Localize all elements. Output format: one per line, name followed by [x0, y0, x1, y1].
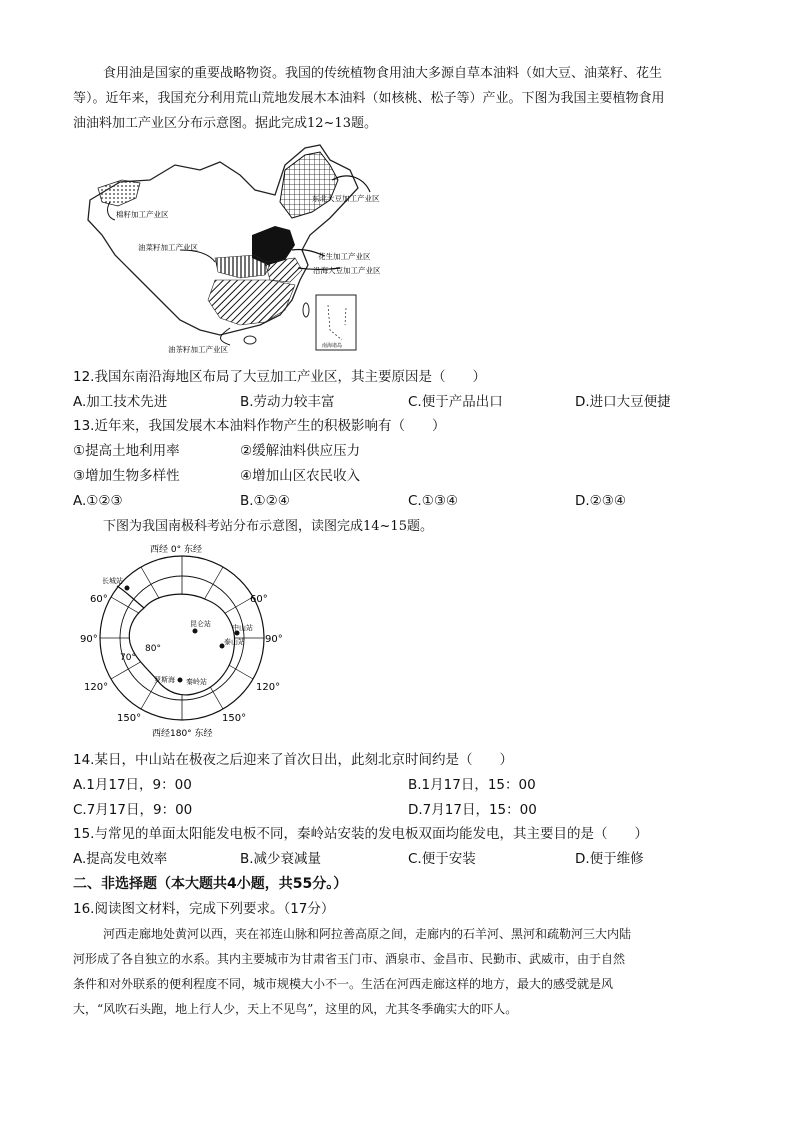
- q12-option-a[interactable]: A.加工技术先进: [73, 394, 168, 410]
- q14-option-d[interactable]: D.7月17日，15：00: [408, 802, 537, 818]
- q16-paragraph-line4: 大，“风吹石头跑，地上行人少，天上不见鸟”，这里的风，尤其冬季确实大的吓人。: [73, 1002, 518, 1016]
- q14-option-c[interactable]: C.7月17日，9：00: [73, 802, 193, 818]
- label-70: 70°: [120, 653, 136, 663]
- q12-stem: 12.我国东南沿海地区布局了大豆加工产业区，其主要原因是（ ）: [73, 369, 486, 385]
- camellia-region: [208, 280, 295, 325]
- label-camellia: 油茶籽加工产业区: [168, 345, 228, 354]
- label-120-left: 120°: [84, 682, 109, 693]
- label-zhongshan: 中山站: [232, 624, 253, 632]
- label-ross-sea: 罗斯海: [154, 676, 175, 684]
- label-rapeseed: 油菜籽加工产业区: [138, 243, 198, 252]
- label-top-meridian: 西经 0° 东经: [150, 545, 202, 555]
- label-taishan: 泰山站: [224, 638, 245, 646]
- q15-option-d[interactable]: D.便于维修: [575, 851, 644, 867]
- q15-option-a[interactable]: A.提高发电效率: [73, 851, 168, 867]
- q13-option-c[interactable]: C.①③④: [408, 493, 459, 509]
- intro-paragraph-line1: 食用油是国家的重要战略物资。我国的传统植物食用油大多源自草本油料（如大豆、油菜籽、花生: [103, 66, 663, 81]
- q14-option-b[interactable]: B.1月17日，15：00: [408, 777, 536, 793]
- q13-option-b[interactable]: B.①②④: [240, 493, 290, 509]
- q16-paragraph-line2: 河形成了各自独立的水系。其内主要城市为甘肃省玉门市、酒泉市、金昌市、民勤市、武威市，由于自然: [73, 952, 626, 966]
- label-120-right: 120°: [256, 682, 281, 693]
- intro-paragraph-line3: 油油料加工产业区分布示意图。据此完成12~13题。: [73, 116, 377, 131]
- label-150-left: 150°: [117, 713, 142, 724]
- qinling-station-dot: [178, 678, 182, 682]
- intro-paragraph-line2: 等）。近年来，我国充分利用荒山荒地发展木本油料（如核桃、松子等）产业。下图为我国主要植物食用: [73, 91, 665, 106]
- q13-option-a[interactable]: A.①②③: [73, 493, 123, 509]
- q16-stem: 16.阅读图文材料，完成下列要求。（17分）: [73, 901, 335, 917]
- q13-item-2: ②缓解油料供应压力: [240, 443, 361, 459]
- label-peanut: 花生加工产业区: [318, 252, 371, 261]
- label-inset: 南海诸岛: [322, 343, 343, 349]
- china-oil-processing-map: [80, 140, 390, 358]
- label-90-right: 90°: [265, 634, 283, 645]
- q12-option-b[interactable]: B.劳动力较丰富: [240, 394, 335, 410]
- q13-stem: 13.近年来，我国发展木本油料作物产生的积极影响有（ ）: [73, 418, 446, 434]
- label-80: 80°: [145, 644, 161, 654]
- label-qinling: 秦岭站: [186, 678, 207, 686]
- label-150-right: 150°: [222, 713, 247, 724]
- q16-paragraph-line1: 河西走廊地处黄河以西，夹在祁连山脉和阿拉善高原之间，走廊内的石羊河、黑河和疏勒河三大内陆: [103, 927, 632, 941]
- label-great-wall: 长城站: [102, 577, 123, 585]
- q13-item-4: ④增加山区农民收入: [240, 468, 361, 484]
- label-northeast: 东北大豆加工产业区: [312, 194, 380, 203]
- label-cotton: 棉籽加工产业区: [116, 210, 169, 219]
- label-kunlun: 昆仑站: [190, 620, 211, 628]
- q12-option-c[interactable]: C.便于产品出口: [408, 394, 503, 410]
- q14-option-a[interactable]: A.1月17日，9：00: [73, 777, 192, 793]
- q13-item-1: ①提高土地利用率: [73, 443, 180, 459]
- label-coastal: 沿海大豆加工产业区: [313, 266, 381, 275]
- q15-stem: 15.与常见的单面太阳能发电板不同，秦岭站安装的发电板双面均能发电，其主要目的是（ ）: [73, 826, 648, 842]
- label-60-right: 60°: [250, 594, 268, 605]
- intro-paragraph-2: 下图为我国南极科考站分布示意图，读图完成14~15题。: [103, 519, 433, 534]
- great-wall-station-dot: [125, 586, 129, 590]
- q13-option-d[interactable]: D.②③④: [575, 493, 626, 509]
- q13-item-3: ③增加生物多样性: [73, 468, 180, 484]
- q15-option-c[interactable]: C.便于安装: [408, 851, 476, 867]
- section-two-heading: 二、非选择题（本大题共4小题，共55分。）: [73, 876, 348, 892]
- q12-option-d[interactable]: D.进口大豆便捷: [575, 394, 671, 410]
- antarctic-station-map: [82, 540, 292, 738]
- q16-paragraph-line3: 条件和对外联系的便利程度不同，城市规模大小不一。生活在河西走廊这样的地方，最大的感受就是风: [73, 977, 614, 991]
- label-90-left: 90°: [80, 634, 98, 645]
- q14-stem: 14.某日，中山站在极夜之后迎来了首次日出，此刻北京时间约是（ ）: [73, 752, 513, 768]
- label-bottom-meridian: 西经180° 东经: [152, 729, 213, 739]
- q15-option-b[interactable]: B.减少衰减量: [240, 851, 322, 867]
- south-china-sea-inset: [316, 295, 356, 350]
- kunlun-station-dot: [193, 629, 197, 633]
- label-60-left: 60°: [90, 594, 108, 605]
